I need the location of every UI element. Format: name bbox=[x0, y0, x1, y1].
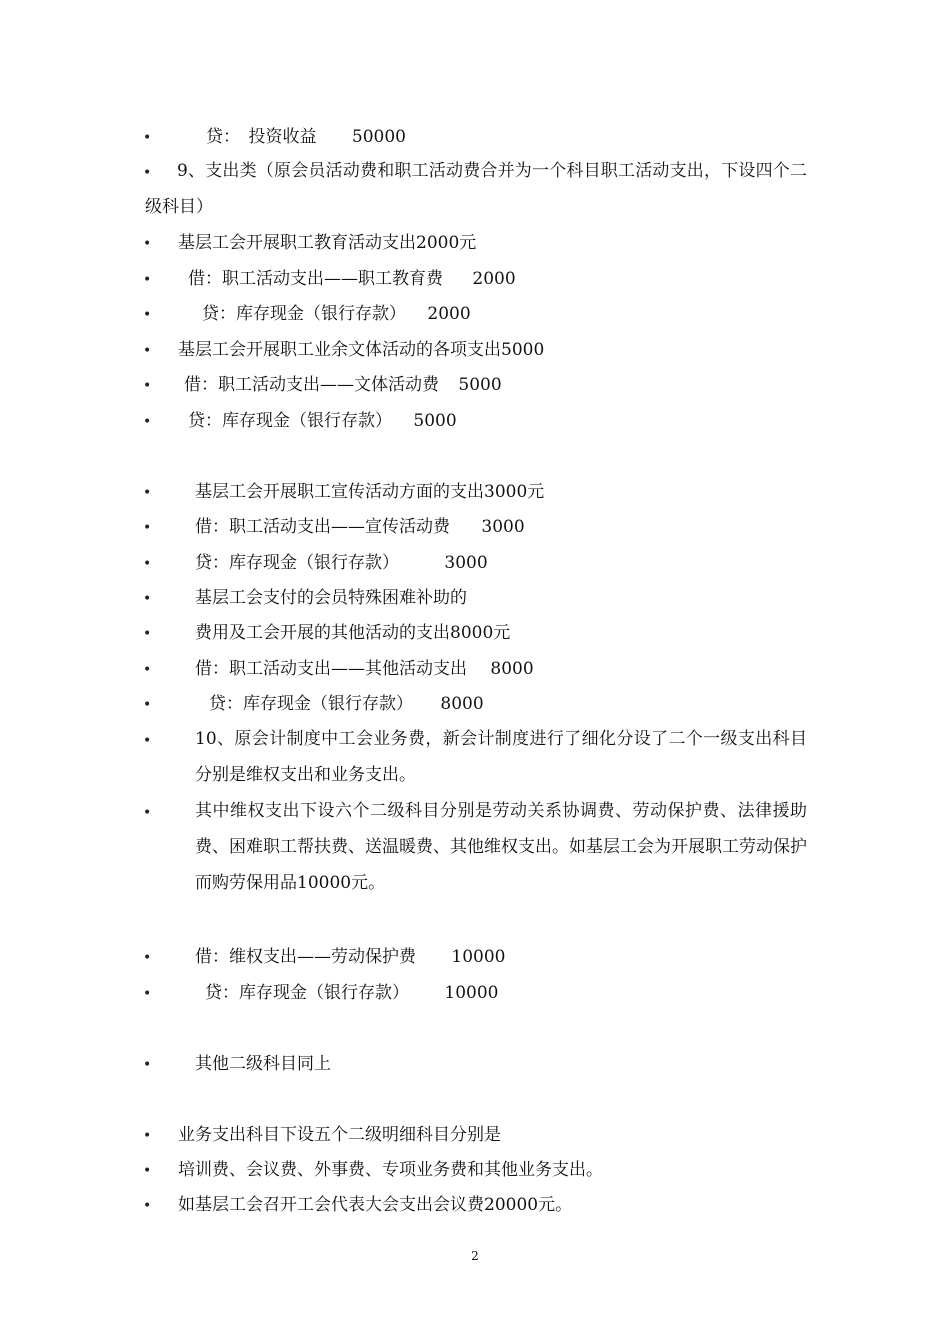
journal-debit-line bbox=[195, 516, 525, 538]
entry-text: 借：维权支出——劳动保护费 bbox=[195, 947, 416, 967]
bullet: • bbox=[143, 733, 152, 749]
section-heading-expenses: 9、支出类（原会员活动费和职工活动费合并为一个科目职工活动支出，下设四个二级科目） bbox=[145, 161, 807, 217]
entry-amount: 8000 bbox=[490, 659, 534, 679]
bullet: • bbox=[143, 414, 152, 430]
bullet: • bbox=[143, 556, 152, 572]
journal-debit-line bbox=[188, 268, 516, 290]
text-line: 费用及工会开展的其他活动的支出8000元 bbox=[195, 623, 511, 643]
text-line: 其他二级科目同上 bbox=[195, 1054, 331, 1074]
section-heading-union-expenses: 10、原会计制度中工会业务费，新会计制度进行了细化分设了二个一级支出科目分别是维权支出和业务支出。 bbox=[195, 729, 807, 785]
bullet: • bbox=[143, 130, 152, 146]
entry-text: 贷：库存现金（银行存款） bbox=[202, 304, 406, 324]
bullet: • bbox=[143, 378, 152, 394]
text-line: 基层工会支付的会员特殊困难补助的 bbox=[195, 588, 467, 608]
text-paragraph: 其中维权支出下设六个二级科目分别是劳动关系协调费、劳动保护费、法律援助费、困难职工帮扶费、送温暖费、其他维权支出。如基层工会为开展职工劳动保护而购劳保用品10000元。 bbox=[195, 801, 807, 893]
bullet: • bbox=[143, 591, 152, 607]
entry-text: 贷：库存现金（银行存款） bbox=[209, 694, 413, 714]
bullet: • bbox=[143, 485, 152, 501]
entry-text: 借：职工活动支出——其他活动支出 bbox=[195, 659, 467, 679]
bullet: • bbox=[143, 343, 152, 359]
text-line: 如基层工会召开工会代表大会支出会议费20000元。 bbox=[178, 1195, 573, 1215]
journal-credit-line bbox=[188, 410, 457, 432]
entry-amount: 3000 bbox=[444, 553, 488, 573]
bullet: • bbox=[143, 1057, 152, 1073]
journal-credit-line bbox=[206, 126, 406, 148]
bullet: • bbox=[143, 950, 152, 966]
entry-amount: 5000 bbox=[413, 411, 457, 431]
bullet: • bbox=[143, 236, 152, 252]
bullet: • bbox=[143, 1163, 152, 1179]
entry-text: 贷： 投资收益 bbox=[206, 127, 317, 147]
bullet: • bbox=[143, 986, 152, 1002]
bullet: • bbox=[143, 697, 152, 713]
entry-amount: 50000 bbox=[351, 127, 406, 147]
journal-debit-line bbox=[195, 658, 534, 680]
text-line: 业务支出科目下设五个二级明细科目分别是 bbox=[178, 1125, 501, 1145]
entry-amount: 10000 bbox=[451, 947, 506, 967]
journal-credit-line bbox=[205, 982, 499, 1004]
entry-text: 借：职工活动支出——职工教育费 bbox=[188, 269, 443, 289]
bullet: • bbox=[143, 165, 152, 181]
entry-amount: 5000 bbox=[458, 375, 502, 395]
bullet: • bbox=[143, 1128, 152, 1144]
entry-text: 借：职工活动支出——宣传活动费 bbox=[195, 517, 450, 537]
bullet: • bbox=[143, 272, 152, 288]
bullet: • bbox=[143, 307, 152, 323]
journal-credit-line bbox=[195, 552, 488, 574]
entry-text: 贷：库存现金（银行存款） bbox=[195, 553, 399, 573]
bullet: • bbox=[143, 1198, 152, 1214]
bullet: • bbox=[143, 805, 152, 821]
entry-amount: 8000 bbox=[440, 694, 484, 714]
journal-credit-line bbox=[209, 693, 484, 715]
journal-credit-line bbox=[202, 303, 471, 325]
entry-text: 贷：库存现金（银行存款） bbox=[205, 983, 409, 1003]
journal-debit-line bbox=[195, 946, 506, 968]
text-line: 培训费、会议费、外事费、专项业务费和其他业务支出。 bbox=[178, 1160, 603, 1180]
entry-amount: 10000 bbox=[444, 983, 499, 1003]
journal-debit-line bbox=[184, 374, 502, 396]
entry-amount: 2000 bbox=[472, 269, 516, 289]
bullet: • bbox=[143, 520, 152, 536]
text-line: 基层工会开展职工业余文体活动的各项支出5000 bbox=[178, 340, 545, 360]
text-line: 基层工会开展职工宣传活动方面的支出3000元 bbox=[195, 482, 545, 502]
entry-text: 借：职工活动支出——文体活动费 bbox=[184, 375, 439, 395]
entry-text: 贷：库存现金（银行存款） bbox=[188, 411, 392, 431]
page-number: 2 bbox=[471, 1249, 479, 1263]
bullet: • bbox=[143, 626, 152, 642]
text-line: 基层工会开展职工教育活动支出2000元 bbox=[178, 233, 477, 253]
entry-amount: 2000 bbox=[427, 304, 471, 324]
entry-amount: 3000 bbox=[481, 517, 525, 537]
bullet: • bbox=[143, 662, 152, 678]
